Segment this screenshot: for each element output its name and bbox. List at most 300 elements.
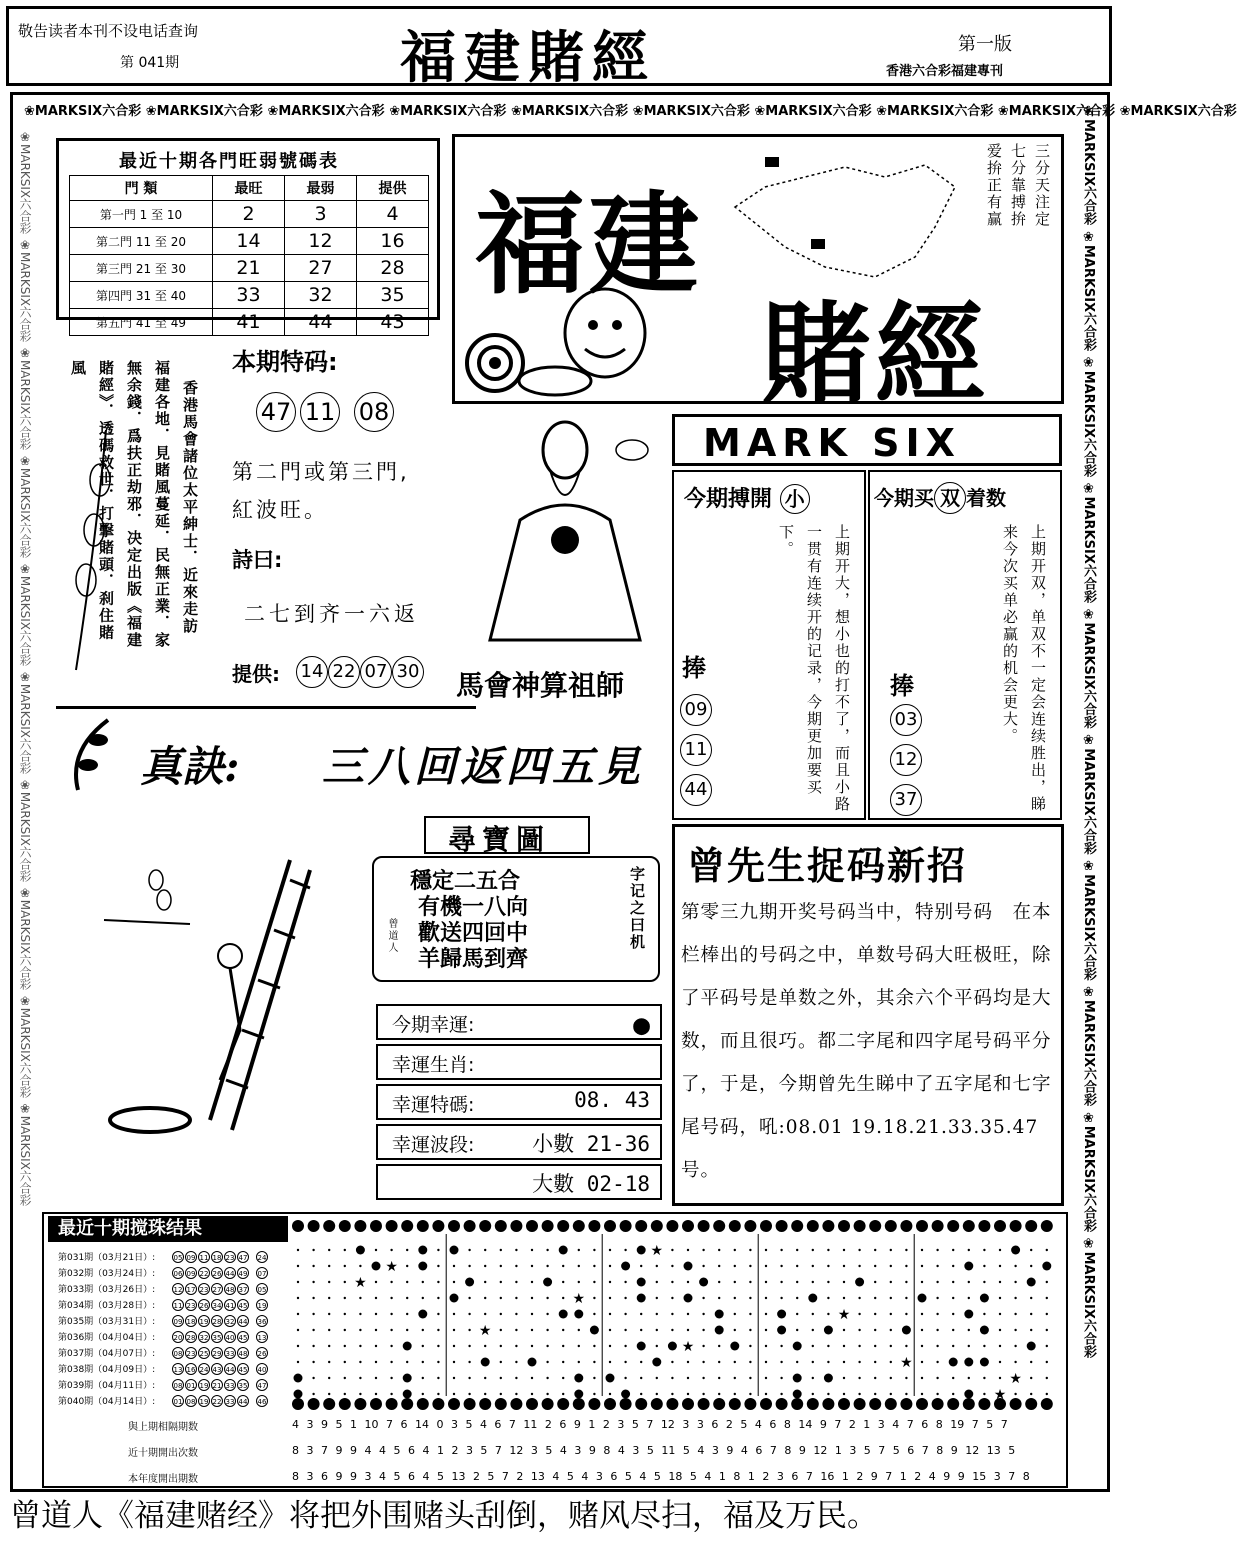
grid-empty-dot xyxy=(1030,1249,1032,1251)
logo-mascot-illustration xyxy=(465,273,665,403)
grid-empty-dot xyxy=(484,1265,486,1267)
grid-empty-dot xyxy=(531,1345,533,1347)
grid-empty-dot xyxy=(780,1345,782,1347)
grid-empty-dot xyxy=(858,1377,860,1379)
result-ball: 45 xyxy=(237,1363,249,1375)
grid-empty-dot xyxy=(656,1297,658,1299)
grid-empty-dot xyxy=(624,1297,626,1299)
special-label: 本期特码: xyxy=(232,348,338,376)
grid-drawn-dot xyxy=(980,1294,989,1303)
grid-drawn-dot xyxy=(450,1246,459,1255)
grid-footer-ball xyxy=(698,1398,710,1410)
result-ball: 11 xyxy=(198,1251,210,1263)
grid-empty-dot xyxy=(983,1265,985,1267)
luck-row xyxy=(376,1164,662,1200)
grid-empty-dot xyxy=(921,1265,923,1267)
grid-empty-dot xyxy=(890,1393,892,1395)
grid-footer-ball xyxy=(729,1398,741,1410)
leaf-ornament xyxy=(58,710,128,800)
grid-empty-dot xyxy=(827,1361,829,1363)
grid-empty-dot xyxy=(375,1329,377,1331)
grid-drawn-dot xyxy=(715,1326,724,1335)
grid-empty-dot xyxy=(468,1393,470,1395)
result-ball: 47 xyxy=(237,1251,249,1263)
results-dot-grid xyxy=(290,1218,1070,1428)
luck-label: 幸運生肖: xyxy=(392,1054,475,1076)
luck-value: 08. 43 xyxy=(574,1088,650,1112)
grid-empty-dot xyxy=(1046,1313,1048,1315)
grid-empty-dot xyxy=(297,1281,299,1283)
treasure-scroll xyxy=(372,856,660,982)
grid-empty-dot xyxy=(734,1281,736,1283)
grid-header-ball xyxy=(978,1220,990,1232)
logo-side-line-1: 三分天注定 xyxy=(1033,143,1051,228)
grid-footer-ball xyxy=(510,1398,522,1410)
grid-empty-dot xyxy=(437,1265,439,1267)
grid-empty-dot xyxy=(640,1377,642,1379)
pick-ball: 09 xyxy=(680,694,712,726)
box-double-tag: 双 xyxy=(934,482,966,514)
grid-header-ball xyxy=(713,1220,725,1232)
grid-empty-dot xyxy=(500,1313,502,1315)
door-table-row xyxy=(70,309,429,336)
grid-empty-dot xyxy=(640,1329,642,1331)
min-cell: 3 xyxy=(285,201,357,228)
result-ball: 09 xyxy=(185,1251,197,1263)
result-ball: 49 xyxy=(237,1267,249,1279)
grid-empty-dot xyxy=(328,1393,330,1395)
grid-empty-dot xyxy=(312,1345,314,1347)
logo-fujian: 福建 xyxy=(475,180,703,309)
grid-empty-dot xyxy=(890,1297,892,1299)
grid-empty-dot xyxy=(999,1265,1001,1267)
grid-empty-dot xyxy=(749,1345,751,1347)
grid-empty-dot xyxy=(390,1393,392,1395)
result-ball: 18 xyxy=(211,1251,223,1263)
grid-empty-dot xyxy=(515,1281,517,1283)
grid-empty-dot xyxy=(843,1265,845,1267)
grid-empty-dot xyxy=(375,1361,377,1363)
grid-drawn-dot xyxy=(715,1310,724,1319)
grid-drawn-dot xyxy=(418,1246,427,1255)
grid-empty-dot xyxy=(328,1281,330,1283)
grid-special-star: ★ xyxy=(900,1355,913,1371)
grid-empty-dot xyxy=(578,1361,580,1363)
grid-special-star: ★ xyxy=(478,1323,492,1339)
grid-header-ball xyxy=(354,1220,366,1232)
grid-empty-dot xyxy=(437,1345,439,1347)
grid-header-ball xyxy=(557,1220,569,1232)
box-small-tag: 小 xyxy=(780,484,810,514)
grid-empty-dot xyxy=(453,1361,455,1363)
grid-empty-dot xyxy=(344,1265,346,1267)
poem-label: 詩曰: xyxy=(232,548,283,572)
grid-empty-dot xyxy=(624,1313,626,1315)
grid-empty-dot xyxy=(656,1281,658,1283)
grid-drawn-dot xyxy=(559,1310,568,1319)
grid-empty-dot xyxy=(1014,1265,1016,1267)
grid-empty-dot xyxy=(593,1265,595,1267)
grid-footer-ball xyxy=(557,1398,569,1410)
result-ball: 40 xyxy=(224,1331,236,1343)
luck-value: ● xyxy=(633,1008,650,1041)
grid-empty-dot xyxy=(312,1265,314,1267)
door-table-row xyxy=(70,228,429,255)
grid-drawn-dot xyxy=(574,1310,583,1319)
grid-empty-dot xyxy=(952,1329,954,1331)
grid-footer-ball xyxy=(542,1398,554,1410)
grid-footer-ball xyxy=(339,1398,351,1410)
result-ball: 22 xyxy=(198,1267,210,1279)
grid-empty-dot xyxy=(406,1249,408,1251)
top-banner xyxy=(24,100,1237,120)
box-small-text: 上期开大，想小也的打不了，而且小路一贯有连续开的记录，今期更加要买下。 xyxy=(777,524,851,813)
banner-text: ❀MARKSIX六合彩 xyxy=(1081,104,1096,230)
grid-empty-dot xyxy=(718,1281,720,1283)
grid-empty-dot xyxy=(827,1265,829,1267)
grid-empty-dot xyxy=(359,1361,361,1363)
grid-empty-dot xyxy=(749,1393,751,1395)
grid-empty-dot xyxy=(484,1281,486,1283)
luck-label: 幸運波段: xyxy=(392,1134,475,1156)
grid-drawn-dot xyxy=(980,1326,989,1335)
grid-empty-dot xyxy=(905,1313,907,1315)
grid-empty-dot xyxy=(968,1377,970,1379)
grid-empty-dot xyxy=(874,1393,876,1395)
result-ball: 44 xyxy=(224,1363,236,1375)
grid-empty-dot xyxy=(827,1249,829,1251)
grid-header-ball xyxy=(635,1220,647,1232)
grid-drawn-dot xyxy=(403,1390,412,1399)
banner-text: ❀MARKSIX六合彩 xyxy=(1081,607,1096,734)
grid-empty-dot xyxy=(484,1377,486,1379)
logo-map-illustration xyxy=(725,147,965,297)
grid-empty-dot xyxy=(905,1281,907,1283)
grid-empty-dot xyxy=(546,1313,548,1315)
grid-empty-dot xyxy=(796,1313,798,1315)
stat-values: 8 3 7 9 9 4 4 5 6 4 1 2 3 5 7 12 3 5 4 3 9 8 4 3 5 11 5 4 3 9 4 6 7 8 9 12 1 3 5 7 5 6 7 8 9 12 13 5 xyxy=(292,1444,1016,1457)
grid-empty-dot xyxy=(437,1297,439,1299)
result-row xyxy=(58,1362,269,1375)
grid-header-ball xyxy=(495,1220,507,1232)
grid-drawn-dot xyxy=(418,1310,427,1319)
result-ball: 09 xyxy=(185,1267,197,1279)
results-title: 最近十期搅珠结果 xyxy=(48,1216,288,1242)
grid-empty-dot xyxy=(515,1265,517,1267)
grid-empty-dot xyxy=(983,1313,985,1315)
grid-empty-dot xyxy=(344,1329,346,1331)
grid-footer-ball xyxy=(947,1398,959,1410)
grid-empty-dot xyxy=(718,1377,720,1379)
grid-empty-dot xyxy=(999,1329,1001,1331)
banner-text: ❀MARKSIX六合彩 xyxy=(267,104,390,119)
grid-drawn-dot xyxy=(949,1358,958,1367)
grid-empty-dot xyxy=(546,1361,548,1363)
grid-footer-ball xyxy=(822,1398,834,1410)
stat-label: 近十期開出次数 xyxy=(128,1448,198,1459)
box-small-title-text: 今期搏開 xyxy=(684,487,773,512)
verse-col-5: 風 xyxy=(69,360,87,377)
grid-empty-dot xyxy=(983,1393,985,1395)
grid-footer-ball xyxy=(292,1398,304,1410)
grid-empty-dot xyxy=(390,1377,392,1379)
grid-empty-dot xyxy=(827,1345,829,1347)
grid-header-ball xyxy=(729,1220,741,1232)
result-ball: 45 xyxy=(237,1331,249,1343)
door-col-head: 門 類 xyxy=(70,176,213,201)
grid-special-star: ★ xyxy=(1009,1371,1022,1387)
grid-empty-dot xyxy=(999,1297,1001,1299)
grid-empty-dot xyxy=(437,1281,439,1283)
grid-empty-dot xyxy=(671,1313,673,1315)
grid-empty-dot xyxy=(515,1313,517,1315)
banner-text: ❀MARKSIX六合彩 xyxy=(18,561,32,670)
grid-empty-dot xyxy=(656,1329,658,1331)
result-ball: 28 xyxy=(211,1315,223,1327)
box-small-stick: 捧 xyxy=(682,654,706,682)
logo-box xyxy=(452,134,1064,419)
grid-header-ball xyxy=(370,1220,382,1232)
grid-empty-dot xyxy=(609,1361,611,1363)
box-small-balls xyxy=(680,694,720,806)
door-table-row xyxy=(70,201,429,228)
grid-empty-dot xyxy=(1014,1281,1016,1283)
grid-empty-dot xyxy=(406,1361,408,1363)
grid-empty-dot xyxy=(312,1281,314,1283)
grid-empty-dot xyxy=(983,1377,985,1379)
grid-footer-ball xyxy=(932,1398,944,1410)
grid-empty-dot xyxy=(640,1361,642,1363)
banner-text: ❀MARKSIX六合彩 xyxy=(24,104,146,119)
grid-empty-dot xyxy=(765,1313,767,1315)
grid-empty-dot xyxy=(546,1249,548,1251)
banner-text: ❀MARKSIX六合彩 xyxy=(510,104,633,119)
result-row xyxy=(58,1314,269,1327)
grid-empty-dot xyxy=(952,1281,954,1283)
grid-empty-dot xyxy=(422,1345,424,1347)
grid-empty-dot xyxy=(905,1265,907,1267)
grid-empty-dot xyxy=(1014,1329,1016,1331)
offer-cell: 4 xyxy=(357,201,429,228)
grid-empty-dot xyxy=(562,1297,564,1299)
banner-text: ❀MARKSIX六合彩 xyxy=(1081,1236,1096,1358)
grid-empty-dot xyxy=(905,1377,907,1379)
result-row xyxy=(58,1330,269,1343)
result-ball: 19 xyxy=(198,1395,210,1407)
treasure-line-3: 歡送四回中 xyxy=(418,920,529,946)
grid-empty-dot xyxy=(297,1329,299,1331)
grid-empty-dot xyxy=(624,1345,626,1347)
door-range-cell: 第四門 31 至 40 xyxy=(70,282,213,309)
grid-empty-dot xyxy=(344,1393,346,1395)
grid-drawn-dot xyxy=(559,1246,568,1255)
grid-empty-dot xyxy=(780,1361,782,1363)
grid-empty-dot xyxy=(328,1297,330,1299)
grid-empty-dot xyxy=(812,1377,814,1379)
result-ball: 45 xyxy=(237,1299,249,1311)
grid-empty-dot xyxy=(640,1265,642,1267)
grid-header-ball xyxy=(854,1220,866,1232)
grid-header-ball xyxy=(432,1220,444,1232)
grid-empty-dot xyxy=(687,1329,689,1331)
luck-row xyxy=(376,1124,662,1160)
special-balls xyxy=(256,392,394,432)
grid-empty-dot xyxy=(500,1361,502,1363)
offer-ball: 22 xyxy=(328,656,360,688)
pick-ball: 03 xyxy=(890,704,922,736)
grid-empty-dot xyxy=(312,1313,314,1315)
grid-header-ball xyxy=(464,1220,476,1232)
result-ball: 32 xyxy=(198,1331,210,1343)
grid-empty-dot xyxy=(765,1361,767,1363)
stat-label: 本年度開出期数 xyxy=(128,1474,198,1485)
treasure-title: 尋寶圖 xyxy=(448,823,551,856)
grid-empty-dot xyxy=(546,1329,548,1331)
result-ball: 23 xyxy=(198,1283,210,1295)
grid-empty-dot xyxy=(437,1329,439,1331)
grid-special-star: ★ xyxy=(681,1339,695,1355)
grid-empty-dot xyxy=(936,1345,938,1347)
special-text-1: 第二門或第三門, xyxy=(232,460,410,484)
grid-empty-dot xyxy=(687,1377,689,1379)
grid-empty-dot xyxy=(796,1249,798,1251)
grid-empty-dot xyxy=(297,1265,299,1267)
grid-empty-dot xyxy=(718,1393,720,1395)
grid-empty-dot xyxy=(671,1297,673,1299)
grid-empty-dot xyxy=(656,1377,658,1379)
grid-drawn-dot xyxy=(824,1326,833,1335)
grid-empty-dot xyxy=(359,1393,361,1395)
grid-empty-dot xyxy=(1046,1393,1048,1395)
grid-empty-dot xyxy=(453,1313,455,1315)
grid-empty-dot xyxy=(500,1281,502,1283)
grid-footer-ball xyxy=(651,1398,663,1410)
grid-empty-dot xyxy=(843,1281,845,1283)
grid-empty-dot xyxy=(609,1297,611,1299)
grid-empty-dot xyxy=(968,1297,970,1299)
grid-empty-dot xyxy=(827,1297,829,1299)
grid-empty-dot xyxy=(297,1297,299,1299)
header-edition: 第一版 xyxy=(958,34,1012,55)
grid-drawn-dot xyxy=(637,1294,646,1303)
grid-drawn-dot xyxy=(637,1246,646,1255)
grid-header-ball xyxy=(308,1220,320,1232)
grid-drawn-dot xyxy=(528,1358,537,1367)
grid-empty-dot xyxy=(796,1281,798,1283)
grid-footer-ball xyxy=(370,1398,382,1410)
grid-header-ball xyxy=(448,1220,460,1232)
grid-empty-dot xyxy=(936,1329,938,1331)
grid-empty-dot xyxy=(718,1249,720,1251)
result-ball: 18 xyxy=(185,1315,197,1327)
grid-empty-dot xyxy=(936,1361,938,1363)
grid-drawn-dot xyxy=(574,1374,583,1383)
result-special-ball: 40 xyxy=(256,1363,268,1375)
treasure-side: 字记之曰机 xyxy=(628,866,646,951)
grid-footer-ball xyxy=(1025,1398,1037,1410)
mark-six-title: MARK SIX xyxy=(703,421,961,465)
grid-empty-dot xyxy=(578,1265,580,1267)
grid-header-ball xyxy=(417,1220,429,1232)
grid-footer-ball xyxy=(1010,1398,1022,1410)
grid-header-ball xyxy=(323,1220,335,1232)
grid-drawn-dot xyxy=(652,1358,661,1367)
grid-empty-dot xyxy=(515,1377,517,1379)
grid-empty-dot xyxy=(624,1281,626,1283)
offer-ball: 30 xyxy=(392,656,424,688)
grid-drawn-dot xyxy=(793,1342,802,1351)
grid-empty-dot xyxy=(671,1377,673,1379)
min-cell: 44 xyxy=(285,309,357,336)
grid-footer-ball xyxy=(588,1398,600,1410)
grid-drawn-dot xyxy=(403,1374,412,1383)
grid-empty-dot xyxy=(936,1297,938,1299)
verse-col-3: 無余錢．爲扶正劫邪．决定出版《福建 xyxy=(125,360,143,649)
banner-text: ❀MARKSIX六合彩 xyxy=(1081,984,1096,1111)
grid-empty-dot xyxy=(312,1297,314,1299)
result-ball: 08 xyxy=(172,1347,184,1359)
grid-empty-dot xyxy=(999,1313,1001,1315)
grid-empty-dot xyxy=(359,1377,361,1379)
grid-empty-dot xyxy=(999,1377,1001,1379)
grid-empty-dot xyxy=(936,1393,938,1395)
result-ball: 44 xyxy=(237,1395,249,1407)
grid-empty-dot xyxy=(749,1297,751,1299)
grid-empty-dot xyxy=(344,1297,346,1299)
grid-footer-ball xyxy=(432,1398,444,1410)
grid-drawn-dot xyxy=(621,1262,630,1271)
grid-footer-ball xyxy=(838,1398,850,1410)
grid-empty-dot xyxy=(453,1329,455,1331)
grid-header-ball xyxy=(339,1220,351,1232)
grid-empty-dot xyxy=(827,1313,829,1315)
grid-empty-dot xyxy=(546,1265,548,1267)
banner-text: ❀MARKSIX六合彩 xyxy=(1081,229,1096,356)
grid-footer-ball xyxy=(744,1398,756,1410)
grid-empty-dot xyxy=(1030,1361,1032,1363)
grid-empty-dot xyxy=(936,1249,938,1251)
grid-empty-dot xyxy=(1046,1297,1048,1299)
grid-empty-dot xyxy=(344,1377,346,1379)
grid-empty-dot xyxy=(468,1329,470,1331)
max-cell: 33 xyxy=(213,282,285,309)
box-double-title-pre: 今期买 xyxy=(874,486,934,510)
grid-empty-dot xyxy=(312,1361,314,1363)
grid-empty-dot xyxy=(765,1393,767,1395)
header-issue: 第 041期 xyxy=(120,55,180,71)
grid-empty-dot xyxy=(890,1281,892,1283)
grid-empty-dot xyxy=(1014,1313,1016,1315)
result-row xyxy=(58,1378,269,1391)
grid-empty-dot xyxy=(702,1329,704,1331)
grid-empty-dot xyxy=(593,1377,595,1379)
grid-empty-dot xyxy=(624,1249,626,1251)
result-ball: 23 xyxy=(185,1299,197,1311)
grid-empty-dot xyxy=(827,1281,829,1283)
result-ball: 37 xyxy=(237,1283,249,1295)
grid-empty-dot xyxy=(484,1297,486,1299)
grid-empty-dot xyxy=(718,1265,720,1267)
grid-footer-ball xyxy=(308,1398,320,1410)
grid-header-ball xyxy=(1041,1220,1053,1232)
grid-empty-dot xyxy=(531,1377,533,1379)
grid-footer-ball xyxy=(978,1398,990,1410)
grid-drawn-dot xyxy=(450,1294,459,1303)
result-issue: 第038期（04月09日）: xyxy=(58,1365,156,1375)
grid-empty-dot xyxy=(468,1265,470,1267)
luck-row xyxy=(376,1004,662,1040)
grid-empty-dot xyxy=(796,1361,798,1363)
